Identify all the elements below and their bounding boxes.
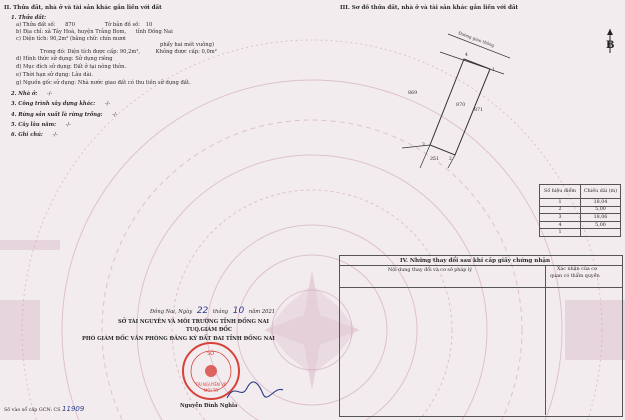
vertex-1: 1 — [492, 68, 495, 73]
table-row — [540, 221, 621, 229]
date-day: 22 — [196, 306, 209, 316]
usage-purpose: đ) Mục đích sử dụng: Đất ở tại nông thôn. — [16, 64, 127, 70]
section-3-title: III. Sơ đồ thửa đất, nhà ở và tài sản khác gắn liền với đất — [340, 5, 519, 11]
north-letter: B — [606, 40, 615, 51]
table-row — [540, 229, 621, 237]
point-cell: 2 — [540, 206, 581, 214]
vertex-2: 2 — [449, 157, 452, 162]
on-behalf-of: TUQ.GIÁM ĐỐC — [186, 327, 233, 333]
changes-column-divider — [545, 265, 546, 415]
issue-date — [150, 308, 275, 315]
house-value: -/- — [46, 91, 53, 97]
road-label: Đường giao thông — [457, 30, 496, 48]
neighbor-869: 869 — [408, 91, 418, 96]
svg-text:SỞ: SỞ — [207, 351, 215, 357]
length-cell — [581, 229, 621, 237]
area-detail-row — [40, 49, 217, 55]
vertex-4: 4 — [465, 53, 468, 58]
section-2-title: II. Thửa đất, nhà ở và tài sản khác gắn liền với đất — [4, 5, 162, 11]
address-province: tỉnh Đồng Nai — [135, 29, 173, 35]
edge-length-table — [539, 184, 621, 237]
length-cell: 5,00 — [581, 206, 621, 214]
notes-label: 6. Ghi chú: — [11, 132, 43, 138]
table-row — [540, 206, 621, 214]
other-works-label: 3. Công trình xây dựng khác: — [11, 101, 96, 107]
usage-form: d) Hình thức sử dụng: Sử dụng riêng — [16, 56, 113, 62]
usage-origin: g) Nguồn gốc sử dụng: Nhà nước giao đất có thu tiền sử dụng đất. — [16, 80, 191, 86]
date-month-label: tháng — [212, 309, 229, 315]
perennial-value: -/- — [65, 122, 71, 128]
notes-row — [11, 132, 58, 138]
col-point-header: Số hiệu điểm — [540, 185, 581, 199]
changes-header-divider — [339, 287, 622, 288]
parcel-number-row — [16, 22, 152, 28]
forest-label: 4. Rừng sản xuất là rừng trồng: — [11, 112, 103, 118]
parcel-sketch — [400, 28, 520, 168]
perennial-row — [11, 122, 71, 128]
section-4-title: IV. Những thay đổi sau khi cấp giấy chứng nhận — [400, 258, 551, 264]
area-granted: Trong đó: Diện tích được cấp: 90,2m², — [40, 49, 141, 55]
signer-position: PHÓ GIÁM ĐỐC VĂN PHÒNG ĐĂNG KÝ ĐẤT ĐAI TỈNH ĐỒNG NAI — [82, 336, 275, 342]
parcel-number-value: 870 — [65, 22, 76, 28]
changes-confirm-header-2: quan có thẩm quyền — [550, 274, 600, 279]
forest-row — [11, 112, 117, 118]
date-place: Đồng Nai, Ngày — [150, 309, 193, 315]
map-sheet-value: 10 — [145, 22, 153, 28]
issuing-organization: SỞ TÀI NGUYÊN VÀ MÔI TRƯỜNG TỈNH ĐỒNG NAI — [118, 319, 269, 325]
address-row — [16, 29, 173, 35]
certificate-number-label: Số vào sổ cấp GCN: CS — [4, 408, 61, 413]
table-row — [540, 199, 621, 207]
col-length-header: Chiều dài (m) — [581, 185, 621, 199]
table-row — [540, 214, 621, 222]
point-cell: 3 — [540, 214, 581, 222]
handwritten-signature — [225, 380, 285, 402]
land-parcel-heading: 1. Thửa đất: — [11, 15, 47, 21]
other-works-value: -/- — [104, 101, 111, 107]
point-cell: 4 — [540, 221, 581, 229]
house-row — [11, 91, 52, 97]
other-works-row — [11, 101, 110, 107]
changes-confirm-header-1: Xác nhận của cơ — [557, 267, 597, 272]
vertex-3: 3 — [422, 143, 425, 148]
forest-value: -/- — [112, 112, 118, 118]
svg-text:TÀI NGUYÊN VÀ: TÀI NGUYÊN VÀ — [195, 382, 227, 387]
date-month: 10 — [232, 306, 245, 316]
date-year: năm 2021 — [248, 309, 276, 315]
north-arrow-icon — [603, 28, 617, 54]
certificate-number-value: 11909 — [62, 405, 85, 413]
parcel-number-label: a) Thửa đất số: — [16, 22, 56, 28]
area-in-words: phẩy hai mét vuông) — [160, 42, 214, 48]
notes-value: -/- — [52, 132, 58, 138]
certificate-number-row — [4, 405, 84, 413]
point-cell: 1 — [540, 229, 581, 237]
length-cell: 18,06 — [581, 214, 621, 222]
svg-text:MÔI TR: MÔI TR — [203, 388, 219, 393]
changes-content-header: Nội dung thay đổi và cơ sở pháp lý — [388, 268, 473, 273]
area-text: c) Diện tích: 90,2m² (bằng chữ: chín mươi — [16, 36, 126, 42]
length-cell: 5,00 — [581, 221, 621, 229]
changes-divider — [339, 265, 622, 266]
usage-term: e) Thời hạn sử dụng: Lâu dài. — [16, 72, 94, 78]
changes-table — [339, 255, 623, 417]
area-not-granted: Không được cấp: 0,0m² — [155, 49, 217, 55]
neighbor-251: 251 — [430, 157, 440, 162]
length-cell: 18,04 — [581, 199, 621, 207]
signer-name: Nguyễn Đình Nghĩa — [180, 403, 238, 409]
point-cell: 1 — [540, 199, 581, 207]
parcel-number-sketch: 870 — [456, 103, 466, 108]
address-text: b) Địa chỉ: xã Tây Hoà, huyện Trảng Bom, — [16, 29, 127, 35]
neighbor-871: 871 — [474, 108, 484, 113]
map-sheet-label: Tờ bản đồ số: — [104, 22, 141, 28]
perennial-label: 5. Cây lâu năm: — [11, 122, 56, 128]
house-label: 2. Nhà ở: — [11, 91, 38, 97]
